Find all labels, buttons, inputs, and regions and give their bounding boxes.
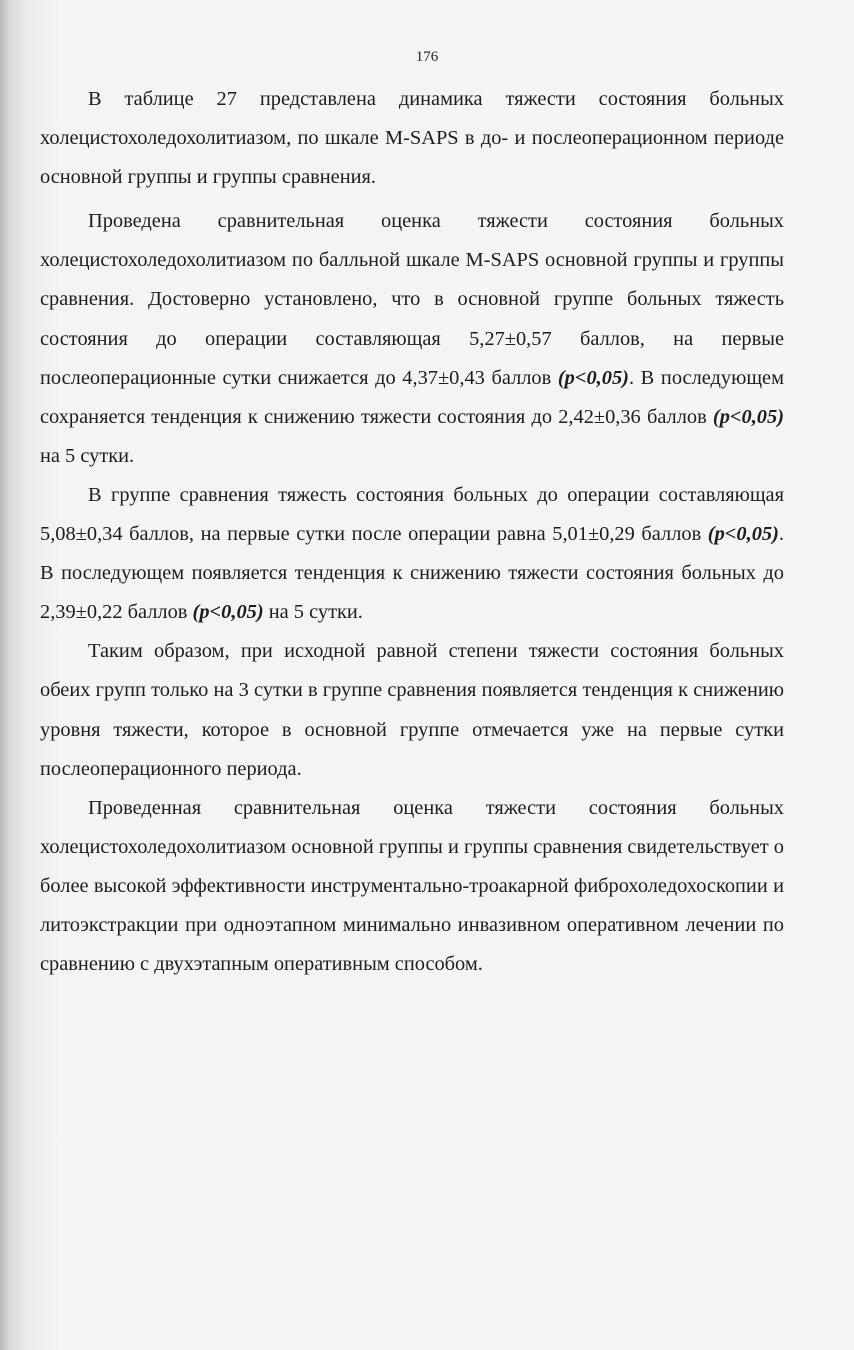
- body-text: [40, 80, 784, 984]
- p-value: (p<0,05): [557, 366, 629, 389]
- paragraph-2-text-b: . В последующем сохраняется тенденция к снижению тяжести состояния до 2,42±0,36 баллов: [40, 366, 784, 428]
- page-number: 176: [415, 49, 439, 65]
- paragraph-3-text-c: на 5 сутки.: [263, 601, 363, 624]
- p-value: (p<0,05): [707, 523, 779, 546]
- paragraph-1: [40, 80, 784, 197]
- paragraph-3: [40, 476, 784, 632]
- paragraph-5-text: Проведенная сравнительная оценка тяжести состояния больных холецистохоледохолитиазом основной группы и группы сравнения свидетельствует о более высокой эффективности инструментально-троакарной фиброхоледохоскопии и литоэкстракции при одноэтапном минимально инвазивном оперативном лечении по сравнению с двухэтапным оперативным способом.: [40, 796, 784, 976]
- paragraph-5: [40, 789, 784, 984]
- paragraph-2-text-c: на 5 сутки.: [40, 444, 135, 467]
- paragraph-2: [40, 202, 784, 476]
- paragraph-3-text-b: . В последующем появляется тенденция к снижению тяжести состояния больных до 2,39±0,22 баллов: [40, 523, 784, 624]
- paragraph-2-text-a: Проведена сравнительная оценка тяжести состояния больных холецистохоледохолитиазом по балльной шкале M-SAPS основной группы и группы сравнения. Достоверно установлено, что в основной группе больных тяжесть состояния до операции составляющая 5,27±0,57 баллов, на первые послеоперационные сутки снижается до 4,37±0,43 баллов: [40, 210, 784, 389]
- paragraph-1-text: В таблице 27 представлена динамика тяжести состояния больных холецистохоледохолитиазом, по шкале M-SAPS в до- и послеоперационном периоде основной группы и группы сравнения.: [40, 88, 784, 189]
- paragraph-4: [40, 632, 784, 788]
- p-value: (p<0,05): [712, 405, 784, 428]
- p-value: (p<0,05): [192, 601, 264, 624]
- paragraph-4-text: Таким образом, при исходной равной степени тяжести состояния больных обеих групп только на 3 сутки в группе сравнения появляется тенденция к снижению уровня тяжести, которое в основной группе отмечается уже на первые сутки послеоперационного периода.: [40, 640, 784, 780]
- paragraph-3-text-a: В группе сравнения тяжесть состояния больных до операции составляющая 5,08±0,34 баллов, на первые сутки после операции равна 5,01±0,29 баллов: [40, 483, 784, 546]
